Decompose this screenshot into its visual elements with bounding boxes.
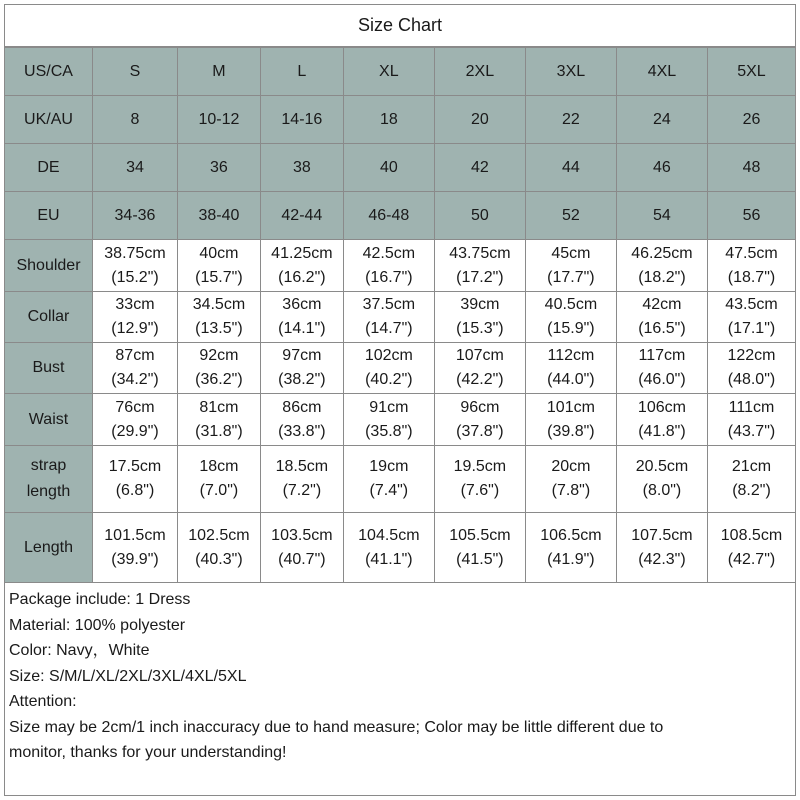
measure-cell xyxy=(93,343,178,394)
inch-value: (17.2") xyxy=(456,268,504,286)
row-label: Shoulder xyxy=(5,240,93,292)
cm-value: 41.25cm xyxy=(271,244,333,262)
inch-value: (40.2") xyxy=(365,371,413,388)
size-cell: 4XL xyxy=(616,48,707,96)
measure-cell xyxy=(93,240,178,292)
row-label: Bust xyxy=(5,343,93,394)
measure-cell xyxy=(525,240,616,292)
measure-row-waist xyxy=(5,394,796,446)
measure-cell xyxy=(616,240,707,292)
inch-value: (31.8") xyxy=(195,422,243,440)
size-cell: 54 xyxy=(616,192,707,240)
inch-value: (12.9") xyxy=(111,320,159,337)
inch-value: (18.2") xyxy=(638,268,686,286)
size-cell: 38 xyxy=(260,144,343,192)
inch-value: (35.8") xyxy=(365,422,413,440)
cm-value: 97cm xyxy=(282,347,322,364)
inch-value: (16.5") xyxy=(638,320,686,337)
measure-cell xyxy=(343,446,434,513)
row-label: Waist xyxy=(5,394,93,446)
inch-value: (7.0") xyxy=(199,482,239,499)
inch-value: (38.2") xyxy=(278,371,326,388)
cm-value: 87cm xyxy=(115,347,155,364)
size-cell: XL xyxy=(343,48,434,96)
size-cell: 8 xyxy=(93,96,178,144)
measure-cell xyxy=(525,394,616,446)
size-row-uk-au xyxy=(5,96,796,144)
cm-value: 33cm xyxy=(115,296,155,313)
size-table xyxy=(4,47,796,583)
measure-cell xyxy=(93,513,178,583)
inch-value: (7.6") xyxy=(460,482,500,499)
cm-value: 45cm xyxy=(551,244,591,262)
inch-value: (17.1") xyxy=(727,320,776,337)
size-row-eu xyxy=(5,192,796,240)
inch-value: (29.9") xyxy=(111,422,159,440)
measure-cell xyxy=(616,343,707,394)
measure-cell xyxy=(260,292,343,343)
cm-value: 38.75cm xyxy=(104,244,166,262)
measure-row-shoulder xyxy=(5,240,796,292)
measure-cell xyxy=(707,240,795,292)
inch-value: (42.7") xyxy=(727,550,776,568)
cm-value: 18.5cm xyxy=(275,458,329,475)
measure-cell xyxy=(260,343,343,394)
cm-value: 19cm xyxy=(369,458,409,475)
inch-value: (41.9") xyxy=(547,550,595,568)
measure-cell xyxy=(616,446,707,513)
note-line: monitor, thanks for your understanding! xyxy=(9,744,287,761)
measure-cell xyxy=(343,292,434,343)
size-cell: 42 xyxy=(434,144,525,192)
note-line: Size: S/M/L/XL/2XL/3XL/4XL/5XL xyxy=(9,667,247,685)
inch-value: (41.8") xyxy=(638,422,686,440)
size-cell: 48 xyxy=(707,144,795,192)
size-cell: 56 xyxy=(707,192,795,240)
cm-value: 101cm xyxy=(546,398,595,416)
measure-cell xyxy=(343,343,434,394)
inch-value: (15.7") xyxy=(195,268,243,286)
product-notes xyxy=(5,583,795,766)
inch-value: (15.9") xyxy=(547,320,595,337)
size-cell: 20 xyxy=(434,96,525,144)
measure-cell xyxy=(343,394,434,446)
size-cell: 46-48 xyxy=(343,192,434,240)
cm-value: 107cm xyxy=(455,347,504,364)
measure-cell xyxy=(434,343,525,394)
size-cell: 18 xyxy=(343,96,434,144)
inch-value: (13.5") xyxy=(195,320,243,337)
inch-value: (40.7") xyxy=(278,550,326,568)
cm-value: 43.5cm xyxy=(725,296,778,313)
measure-cell xyxy=(260,394,343,446)
cm-value: 18cm xyxy=(199,458,239,475)
cm-value: 34.5cm xyxy=(192,296,246,313)
note-line: Package include: 1 Dress xyxy=(9,591,191,608)
cm-value: 96cm xyxy=(460,398,500,416)
cm-value: 76cm xyxy=(115,398,155,416)
cm-value: 91cm xyxy=(369,398,409,416)
size-row-us-ca xyxy=(5,48,796,96)
cm-value: 42cm xyxy=(642,296,682,313)
measure-cell xyxy=(177,343,260,394)
cm-value: 42.5cm xyxy=(362,244,416,262)
measure-cell xyxy=(93,394,178,446)
size-cell: 40 xyxy=(343,144,434,192)
cm-value: 17.5cm xyxy=(108,458,162,475)
size-cell: S xyxy=(93,48,178,96)
measure-cell xyxy=(525,292,616,343)
cm-value: 105.5cm xyxy=(449,526,511,544)
size-cell: 52 xyxy=(525,192,616,240)
size-cell: 24 xyxy=(616,96,707,144)
chart-title: Size Chart xyxy=(5,5,795,47)
cm-value: 102cm xyxy=(364,347,413,364)
measure-cell xyxy=(93,292,178,343)
inch-value: (14.1") xyxy=(278,320,326,337)
row-label: Length xyxy=(5,513,93,583)
measure-cell xyxy=(434,446,525,513)
cm-value: 81cm xyxy=(199,398,239,416)
cm-value: 102.5cm xyxy=(188,526,250,544)
cm-value: 108.5cm xyxy=(720,526,783,544)
measure-cell xyxy=(260,446,343,513)
size-cell: 36 xyxy=(177,144,260,192)
row-label: Collar xyxy=(5,292,93,343)
inch-value: (43.7") xyxy=(727,422,776,440)
measure-cell xyxy=(707,446,795,513)
size-cell: 5XL xyxy=(707,48,795,96)
inch-value: (46.0") xyxy=(638,371,686,388)
note-line: Material: 100% polyester xyxy=(9,616,186,634)
inch-value: (42.3") xyxy=(638,550,686,568)
measure-cell xyxy=(343,240,434,292)
measure-row-strap-length xyxy=(5,446,796,513)
inch-value: (44.0") xyxy=(547,371,595,388)
inch-value: (7.4") xyxy=(369,482,409,499)
inch-value: (41.5") xyxy=(456,550,504,568)
inch-value: (7.2") xyxy=(282,482,322,499)
inch-value: (48.0") xyxy=(727,371,776,388)
size-cell: 38-40 xyxy=(177,192,260,240)
inch-value: (8.2") xyxy=(732,482,771,499)
size-cell: 22 xyxy=(525,96,616,144)
note-line: Attention: xyxy=(9,693,77,710)
cm-value: 43.75cm xyxy=(449,244,511,262)
size-cell: 34-36 xyxy=(93,192,178,240)
measure-cell xyxy=(434,292,525,343)
measure-cell xyxy=(434,240,525,292)
measure-cell xyxy=(177,513,260,583)
measure-cell xyxy=(707,343,795,394)
inch-value: (16.7") xyxy=(365,268,413,286)
inch-value: (15.3") xyxy=(456,320,504,337)
note-line: Size may be 2cm/1 inch inaccuracy due to hand measure; Color may be little different due to xyxy=(9,718,664,736)
row-label: EU xyxy=(5,192,93,240)
inch-value: (33.8") xyxy=(278,422,326,440)
cm-value: 111cm xyxy=(728,398,775,416)
cm-value: 20.5cm xyxy=(635,458,689,475)
inch-value: (16.2") xyxy=(278,268,326,286)
cm-value: 117cm xyxy=(638,347,686,364)
cm-value: 107.5cm xyxy=(631,526,693,544)
size-table-body xyxy=(5,48,796,583)
measure-cell xyxy=(616,292,707,343)
inch-value: (34.2") xyxy=(111,371,159,388)
size-cell: 10-12 xyxy=(177,96,260,144)
measure-cell xyxy=(707,394,795,446)
inch-value: (17.7") xyxy=(547,268,595,286)
cm-value: 101.5cm xyxy=(104,526,166,544)
inch-value: (39.8") xyxy=(547,422,595,440)
measure-cell xyxy=(434,394,525,446)
cm-value: 122cm xyxy=(727,347,776,364)
cm-value: 86cm xyxy=(282,398,322,416)
inch-value: (40.3") xyxy=(195,550,243,568)
measure-cell xyxy=(707,513,795,583)
cm-value: 21cm xyxy=(731,458,772,475)
cm-value: 37.5cm xyxy=(362,296,416,313)
cm-value: 103.5cm xyxy=(271,526,333,544)
inch-value: (8.0") xyxy=(642,482,682,499)
size-cell: 44 xyxy=(525,144,616,192)
inch-value: (15.2") xyxy=(111,268,159,286)
cm-value: 106cm xyxy=(637,398,686,416)
measure-row-collar xyxy=(5,292,796,343)
measure-cell xyxy=(260,513,343,583)
size-row-de xyxy=(5,144,796,192)
size-cell: 42-44 xyxy=(260,192,343,240)
size-cell: 2XL xyxy=(434,48,525,96)
size-cell: 26 xyxy=(707,96,795,144)
inch-value: (18.7") xyxy=(727,268,776,286)
row-label: DE xyxy=(5,144,93,192)
row-label: US/CA xyxy=(5,48,93,96)
size-cell: 14-16 xyxy=(260,96,343,144)
row-label: UK/AU xyxy=(5,96,93,144)
cm-value: 39cm xyxy=(460,296,500,313)
measure-cell xyxy=(616,513,707,583)
cm-value: 112cm xyxy=(547,347,595,364)
cm-value: 47.5cm xyxy=(725,244,778,262)
measure-cell xyxy=(707,292,795,343)
inch-value: (14.7") xyxy=(365,320,413,337)
cm-value: 40.5cm xyxy=(544,296,598,313)
measure-cell xyxy=(177,394,260,446)
cm-value: 104.5cm xyxy=(358,526,420,544)
size-cell: M xyxy=(177,48,260,96)
cm-value: 20cm xyxy=(551,458,591,475)
size-cell: 3XL xyxy=(525,48,616,96)
measure-cell xyxy=(343,513,434,583)
measure-cell xyxy=(260,240,343,292)
measure-cell xyxy=(525,446,616,513)
measure-cell xyxy=(434,513,525,583)
measure-cell xyxy=(525,343,616,394)
inch-value: (39.9") xyxy=(111,550,159,568)
size-cell: 34 xyxy=(93,144,178,192)
inch-value: (7.8") xyxy=(551,482,591,499)
row-label: strap length xyxy=(5,446,93,513)
cm-value: 106.5cm xyxy=(540,526,602,544)
measure-cell xyxy=(177,446,260,513)
size-cell: 46 xyxy=(616,144,707,192)
measure-cell xyxy=(93,446,178,513)
measure-cell xyxy=(525,513,616,583)
size-cell: L xyxy=(260,48,343,96)
measure-cell xyxy=(177,240,260,292)
measure-row-length xyxy=(5,513,796,583)
inch-value: (41.1") xyxy=(365,550,413,568)
cm-value: 92cm xyxy=(199,347,239,364)
cm-value: 36cm xyxy=(282,296,322,313)
cm-value: 19.5cm xyxy=(453,458,507,475)
note-line: Color: Navy，White xyxy=(9,642,150,659)
measure-cell xyxy=(616,394,707,446)
inch-value: (36.2") xyxy=(195,371,243,388)
size-cell: 50 xyxy=(434,192,525,240)
cm-value: 40cm xyxy=(199,244,239,262)
inch-value: (6.8") xyxy=(115,482,155,499)
cm-value: 46.25cm xyxy=(631,244,693,262)
size-chart-sheet xyxy=(4,4,796,796)
inch-value: (42.2") xyxy=(456,371,504,388)
measure-cell xyxy=(177,292,260,343)
inch-value: (37.8") xyxy=(456,422,504,440)
measure-row-bust xyxy=(5,343,796,394)
